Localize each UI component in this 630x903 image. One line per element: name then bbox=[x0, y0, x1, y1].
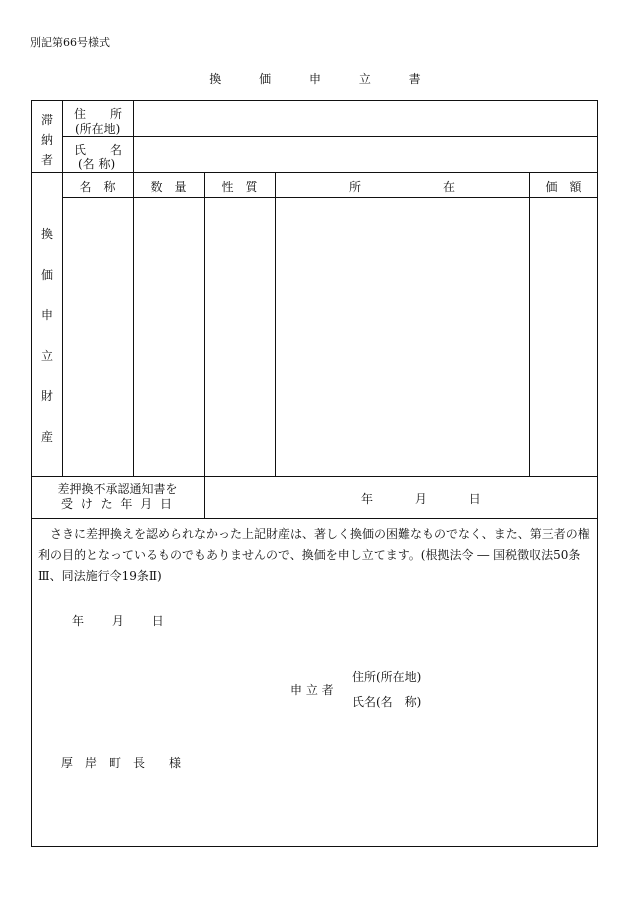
applicant-address-label: 住所(所在地) bbox=[352, 670, 422, 684]
applicant-label: 申 立 者 bbox=[290, 683, 334, 697]
addressee: 厚 岸 町 長 様 bbox=[61, 756, 182, 770]
title-char: 書 bbox=[408, 72, 421, 86]
label-char: 納 bbox=[40, 133, 53, 147]
label-char: 申 bbox=[40, 308, 53, 322]
form-number: 別記第66号様式 bbox=[30, 36, 110, 49]
applicant-name-label: 氏名(名 称) bbox=[352, 695, 422, 709]
label-char: 価 bbox=[40, 267, 53, 282]
column-header-location: 所 bbox=[349, 180, 362, 194]
notice-date[interactable] bbox=[361, 490, 481, 507]
column-header-quantity: 数 量 bbox=[150, 180, 187, 194]
month-label: 月 bbox=[414, 492, 427, 506]
label-char: 財 bbox=[40, 389, 53, 403]
title-char: 価 bbox=[259, 72, 272, 86]
label-char: 立 bbox=[40, 348, 53, 363]
property-label bbox=[32, 214, 62, 457]
month-label: 月 bbox=[111, 614, 124, 628]
column-header-nature: 性 質 bbox=[221, 180, 258, 194]
form-title bbox=[0, 70, 630, 87]
notice-label-line: 差押換不承認通知書を bbox=[57, 482, 178, 496]
day-label: 日 bbox=[151, 614, 164, 628]
label-char: 者 bbox=[40, 153, 53, 167]
year-label: 年 bbox=[72, 614, 85, 628]
label-char: 滞 bbox=[40, 113, 53, 127]
address-field[interactable] bbox=[134, 101, 597, 135]
address-label: 住 所 bbox=[74, 107, 123, 121]
column-header-value: 価 額 bbox=[545, 180, 582, 194]
title-char: 換 bbox=[209, 72, 222, 86]
name-field[interactable] bbox=[134, 137, 597, 171]
year-label: 年 bbox=[361, 492, 374, 506]
address-sublabel: (所在地) bbox=[75, 122, 121, 136]
taxpayer-label bbox=[32, 110, 62, 170]
label-char: 換 bbox=[40, 227, 53, 241]
property-quantity-cell[interactable] bbox=[134, 198, 204, 475]
property-value-cell[interactable] bbox=[530, 198, 597, 475]
name-label: 氏 名 bbox=[74, 143, 123, 157]
property-location-cell[interactable] bbox=[276, 198, 529, 475]
label-char: 産 bbox=[40, 429, 53, 444]
divider bbox=[31, 518, 598, 519]
column-header-name: 名 称 bbox=[79, 180, 116, 194]
title-char: 立 bbox=[358, 72, 371, 86]
title-char: 申 bbox=[308, 72, 321, 86]
property-name-cell[interactable] bbox=[63, 198, 133, 475]
notice-label-line: 受 け た 年 月 日 bbox=[60, 497, 175, 511]
application-date[interactable] bbox=[72, 612, 164, 629]
divider bbox=[31, 172, 598, 173]
divider bbox=[31, 476, 598, 477]
notice-label bbox=[31, 482, 204, 512]
name-sublabel: (名 称) bbox=[78, 157, 116, 171]
day-label: 日 bbox=[468, 492, 481, 506]
property-nature-cell[interactable] bbox=[205, 198, 275, 475]
column-header-location: 在 bbox=[443, 180, 456, 194]
statement-text: さきに差押換えを認められなかった上記財産は、著しく換価の困難なものでなく、また、第三者の権利の目的となっているものでもありませんので、換価を申し立てます。(根拠法令 ― 国税徴収法50条Ⅲ、同法施行令19条Ⅱ) bbox=[38, 527, 590, 583]
